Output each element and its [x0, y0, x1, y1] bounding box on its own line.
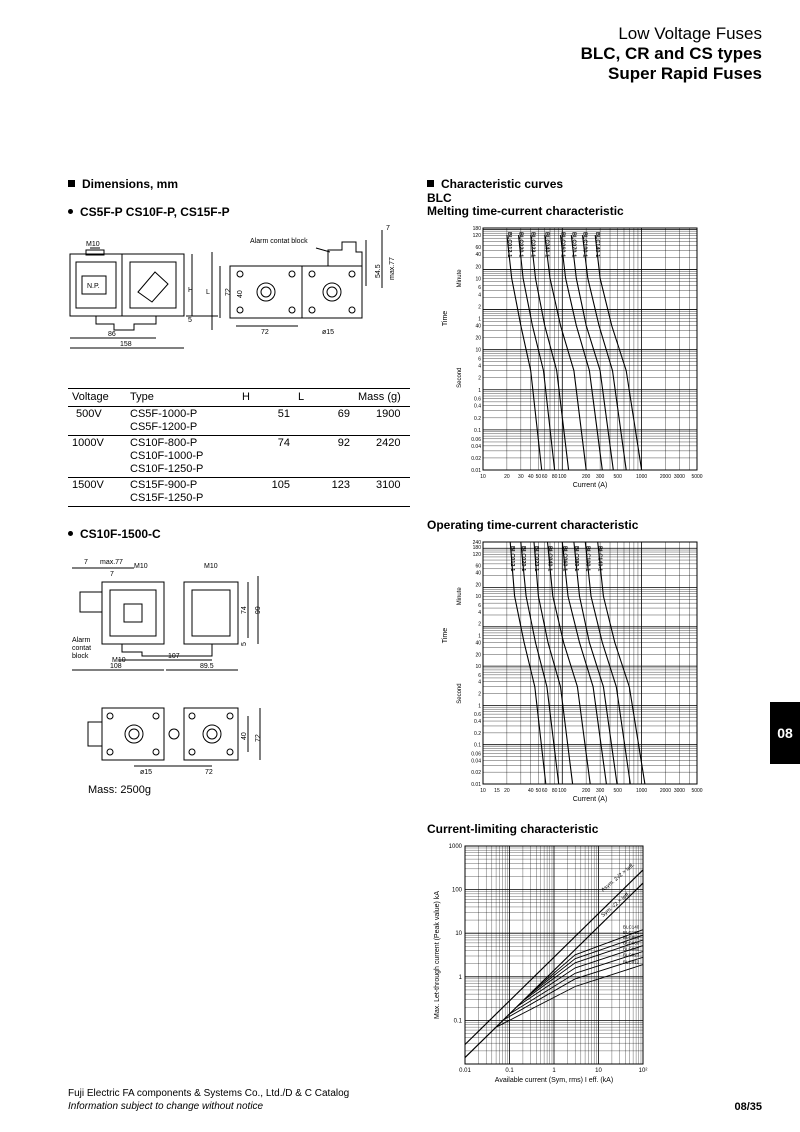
y-tick-label: 0.1: [474, 742, 481, 749]
chart3-title: Current-limiting characteristic: [427, 822, 599, 836]
y-tick-label: 6: [478, 672, 481, 679]
d1-72h: 72: [261, 329, 269, 336]
x-tick-label: 50: [535, 474, 542, 480]
x-tick-label: 3000: [673, 474, 685, 480]
table-row: [68, 478, 410, 507]
series-label: BLC080: [623, 934, 640, 940]
mass-label: Mass: 2500g: [88, 784, 151, 796]
x-tick-label: 40: [527, 788, 534, 794]
chart1-title: Melting time-current characteristic: [427, 204, 624, 218]
x-tick-label: 500: [613, 788, 622, 794]
cell-types: [126, 407, 238, 436]
y-tick-label: 4: [478, 679, 481, 686]
col-mass: Mass (g): [354, 389, 410, 407]
y-tick-label: 20: [475, 652, 481, 659]
square-bullet-icon: [68, 180, 75, 187]
d2-max77: max.77: [100, 559, 123, 566]
x-tick-label: 20: [504, 474, 510, 480]
dimensions-sub2-text: CS10F-1500-C: [80, 527, 161, 541]
y-tick-label: 40: [475, 640, 481, 647]
x-tick-label: 10: [480, 788, 486, 794]
x-tick-label: 2000: [659, 788, 672, 794]
x-axis-label: Current (A): [572, 796, 608, 803]
d2-alarm-2: contat: [72, 645, 92, 652]
y-tick-label: 0.02: [471, 455, 481, 462]
y-tick-label: 1000: [448, 844, 462, 850]
d2-7b: 7: [110, 571, 114, 578]
y-tick-label: 100: [451, 887, 462, 894]
x-tick-label: 0.1: [505, 1068, 514, 1074]
spec-table: [68, 388, 410, 507]
d2-99: 99: [255, 606, 262, 614]
dimensions-sub1-text: CS5F-P CS10F-P, CS15F-P: [80, 205, 230, 219]
y-tick-label: 4: [478, 363, 481, 370]
x-tick-label: 60: [541, 788, 548, 794]
y-tick-label: 4: [478, 609, 481, 616]
y-tick-label: 1: [478, 387, 481, 394]
series-label: BLC140: [623, 924, 640, 930]
x-tick-label: 10: [595, 1068, 602, 1074]
cell-l: 69: [337, 408, 350, 420]
d2-72v: 72: [255, 734, 262, 742]
x-tick-label: 40: [527, 474, 534, 480]
y-tick-label: 6: [478, 602, 481, 609]
y-tick-label: 20: [475, 335, 481, 342]
cell-types: [126, 436, 238, 478]
x-tick-label: 30: [518, 474, 524, 480]
d2-74: 74: [241, 606, 248, 614]
cell-mass: 2420: [376, 437, 401, 449]
d1-5: 5: [188, 317, 192, 324]
y-tick-label: 20: [475, 582, 481, 589]
series-label: BLC080-1: [572, 546, 579, 572]
y-tick-label: 2: [478, 375, 481, 382]
y-tick-label: 60: [475, 245, 481, 252]
dimensions-heading: [68, 177, 178, 191]
y-tick-label: 60: [475, 563, 481, 570]
square-bullet-icon: [427, 180, 434, 187]
melting-chart: [425, 220, 710, 492]
d2-m10b: M10: [204, 563, 218, 570]
x-tick-label: 80: [551, 474, 558, 480]
x-tick-label: 10²: [638, 1068, 648, 1074]
x-tick-label: 1000: [636, 788, 648, 794]
x-axis-label: Available current (Sym, rms) I eff. (kA): [494, 1077, 614, 1084]
y-group-minute: Minute: [457, 587, 463, 606]
y-tick-label: 1: [478, 633, 481, 640]
y-tick-label: 6: [478, 285, 481, 292]
y-tick-label: 4: [478, 292, 481, 299]
col-l: L: [294, 389, 354, 407]
x-tick-label: 3000: [673, 788, 685, 794]
x-tick-label: 20: [504, 788, 510, 794]
y-tick-label: 0.04: [471, 443, 481, 450]
y-tick-label: 180: [472, 544, 481, 551]
dimension-drawing-1: [60, 222, 405, 357]
cell-voltage: 500V: [76, 408, 102, 420]
y-tick-label: 0.06: [471, 751, 481, 758]
y-tick-label: 0.2: [474, 730, 481, 737]
x-tick-label: 1000: [636, 474, 648, 480]
x-tick-label: 300: [595, 788, 605, 794]
x-tick-label: 500: [613, 474, 622, 480]
current-limiting-chart: [425, 838, 665, 1088]
cell-types: [126, 478, 238, 507]
x-tick-label: 50: [535, 788, 542, 794]
d2-alarm-1: Alarm: [72, 637, 91, 644]
x-tick-label: 200: [581, 788, 591, 794]
y-tick-label: 0.4: [474, 719, 481, 726]
footer-company: Fuji Electric FA components & Systems Co., Ltd./D & C Catalog: [68, 1088, 350, 1099]
y-tick-label: 0.1: [474, 427, 481, 434]
dimension-drawing-2: [62, 552, 282, 777]
x-tick-label: 10: [480, 474, 486, 480]
y-tick-label: 0.6: [474, 712, 481, 719]
series-label: Asym. 2√2 × Ieff.: [600, 862, 636, 894]
d2-72h: 72: [205, 769, 213, 776]
d1-dia15: ø15: [322, 329, 335, 336]
series-label: BLC023-1: [529, 232, 536, 258]
d1-m10: M10: [86, 241, 100, 248]
x-tick-label: 0.01: [459, 1068, 471, 1074]
d1-alarm: Alarm contat block: [250, 238, 308, 245]
y-tick-label: 240: [472, 540, 481, 546]
y-group-second: Second: [457, 367, 463, 388]
y-group-minute: Minute: [457, 269, 463, 288]
series-label: BLC040-1: [546, 546, 553, 572]
y-tick-label: 0.04: [471, 758, 481, 765]
series-label: BLC100: [623, 930, 640, 936]
d2-5: 5: [241, 642, 248, 646]
y-axis-label: Max. Let-through current (Peak value) kA: [434, 890, 441, 1020]
y-tick-label: 40: [475, 252, 481, 259]
series-label: BLC140-1: [594, 232, 601, 258]
cell-l: 92: [337, 437, 350, 449]
type-line: CS10F-1250-P: [130, 463, 204, 475]
d2-107: 107: [168, 653, 180, 660]
y-tick-label: 0.2: [474, 415, 481, 422]
series-label: Sym. √2 × Ieff.: [600, 891, 632, 919]
header-product-types: BLC, CR and CS types: [580, 44, 762, 63]
footer-notice: Information subject to change without notice: [68, 1101, 264, 1112]
d2-alarm-3: block: [72, 653, 89, 660]
page-number: 08/35: [734, 1101, 762, 1113]
dimensions-sub1: [68, 205, 230, 219]
y-group-second: Second: [457, 683, 463, 704]
x-tick-label: 5000: [691, 788, 703, 794]
x-tick-label: 2000: [659, 474, 672, 480]
type-line: CS5F-1200-P: [130, 421, 198, 433]
series-label: BLC070-1: [570, 232, 577, 258]
series-label: BLC020-1: [519, 546, 526, 572]
curves-sub: BLC: [427, 191, 452, 205]
y-tick-label: 10: [475, 594, 481, 601]
x-tick-label: 100: [558, 474, 567, 480]
d2-108: 108: [110, 663, 122, 670]
y-tick-label: 2: [478, 304, 481, 311]
x-tick-label: 60: [541, 474, 548, 480]
x-tick-label: 5000: [691, 474, 703, 480]
type-line: CS5F-1000-P: [130, 408, 198, 420]
dot-bullet-icon: [68, 209, 73, 214]
plot-area: [483, 542, 697, 784]
d1-86: 86: [108, 331, 116, 338]
header-product-family: Super Rapid Fuses: [608, 64, 762, 83]
operating-chart: [425, 534, 710, 806]
y-axis-label: Time: [442, 627, 449, 644]
d1-40: 40: [237, 290, 244, 298]
series-label: BLC012: [623, 959, 640, 965]
series-label: BLC012-1: [505, 232, 512, 258]
y-tick-label: 0.01: [471, 782, 481, 788]
y-tick-label: 2: [478, 621, 481, 628]
series-label: BLC060-1: [561, 546, 568, 572]
y-tick-label: 10: [475, 347, 481, 354]
series-label: BLC060: [623, 940, 640, 946]
y-tick-label: 0.6: [474, 396, 481, 403]
series-label: BLC100-1: [581, 232, 588, 258]
y-tick-label: 0.4: [474, 403, 481, 410]
type-line: CS10F-800-P: [130, 437, 198, 449]
series-label: BLC060-1: [559, 232, 566, 258]
d2-m10c: M10: [112, 657, 126, 664]
x-tick-label: 80: [551, 788, 558, 794]
y-tick-label: 6: [478, 356, 481, 363]
cell-h: 74: [277, 437, 290, 449]
series-label: BLC012-1: [509, 546, 516, 572]
cell-voltage: 1000V: [72, 437, 104, 449]
y-tick-label: 1: [478, 316, 481, 323]
x-tick-label: 100: [558, 788, 567, 794]
type-line: CS10F-1000-P: [130, 450, 204, 462]
series-label: BLC020-1: [517, 232, 524, 258]
y-tick-label: 0.01: [471, 468, 481, 474]
spec-table-header-row: [68, 389, 410, 407]
type-line: CS15F-1250-P: [130, 492, 204, 504]
d1-158: 158: [120, 341, 132, 348]
y-tick-label: 0.1: [453, 1018, 462, 1025]
chart2-title: Operating time-current characteristic: [427, 518, 639, 532]
d2-m10a: M10: [134, 563, 148, 570]
table-row: [68, 407, 410, 436]
table-row: [68, 436, 410, 478]
series-label: BLC140-1: [596, 546, 603, 572]
col-voltage: Voltage: [68, 389, 126, 407]
x-tick-label: 200: [581, 474, 591, 480]
d2-dia15: ø15: [140, 769, 153, 776]
header-category: Low Voltage Fuses: [618, 24, 762, 43]
x-tick-label: 300: [595, 474, 605, 480]
d2-895: 89.5: [200, 663, 214, 670]
x-tick-label: 15: [494, 788, 500, 794]
cell-l: 123: [331, 479, 350, 491]
d1-l: L: [206, 289, 210, 296]
cell-h: 105: [271, 479, 290, 491]
d2-7: 7: [84, 559, 88, 566]
y-tick-label: 120: [472, 551, 481, 558]
d1-np: N.P.: [87, 283, 100, 290]
y-tick-label: 180: [472, 226, 481, 232]
y-tick-label: 1: [458, 974, 462, 981]
y-tick-label: 120: [472, 233, 481, 240]
y-axis-label: Time: [442, 310, 449, 327]
type-line: CS15F-900-P: [130, 479, 198, 491]
x-tick-label: 1: [552, 1068, 556, 1074]
curves-heading-text: Characteristic curves: [441, 177, 564, 191]
cell-mass: 1900: [376, 408, 401, 420]
y-tick-label: 1: [478, 703, 481, 710]
d1-545: 54.5: [375, 264, 382, 278]
d1-h: H: [188, 287, 194, 294]
y-tick-label: 2: [478, 691, 481, 698]
y-tick-label: 40: [475, 570, 481, 577]
y-tick-label: 0.02: [471, 770, 481, 777]
series-label: BLC040: [623, 946, 640, 952]
dot-bullet-icon: [68, 531, 73, 536]
y-tick-label: 0.06: [471, 436, 481, 443]
series-label: BLC023-1: [533, 546, 540, 572]
cell-h: 51: [277, 408, 290, 420]
y-tick-label: 20: [475, 264, 481, 271]
curves-heading: [427, 177, 563, 191]
col-h: H: [238, 389, 294, 407]
y-tick-label: 10: [475, 276, 481, 283]
series-label: BLC040-1: [543, 232, 550, 258]
cell-voltage: 1500V: [72, 479, 104, 491]
d1-7: 7: [386, 225, 390, 232]
x-axis-label: Current (A): [572, 482, 608, 489]
section-tab: 08: [770, 702, 800, 764]
dimensions-sub2: [68, 527, 161, 541]
d1-max77: max.77: [389, 257, 396, 280]
cell-mass: 3100: [376, 479, 401, 491]
y-tick-label: 40: [475, 323, 481, 330]
d2-40: 40: [241, 732, 248, 740]
y-tick-label: 10: [455, 931, 462, 938]
series-label: BLC023: [623, 952, 640, 958]
series-label: BLC100-1: [584, 546, 591, 572]
dimensions-heading-text: Dimensions, mm: [82, 177, 179, 191]
col-type: Type: [126, 389, 238, 407]
y-tick-label: 10: [475, 664, 481, 671]
d1-72v: 72: [225, 288, 232, 296]
